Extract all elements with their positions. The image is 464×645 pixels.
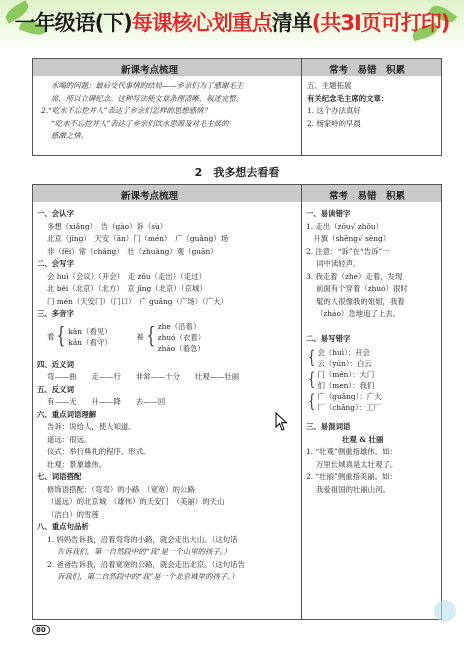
main-left-content: 一、会认字 多想（xiǎng） 告（gào）诉（sù） 北京（jīng） 天安（ān）门（mén） 广（guǎng）场 非（fēi）常（cháng） 壮（zhuàng）观（guān） 二、会写字 会 huì（会议）（开会） 走 zǒu（走出）（走过） 北 běi（北京）（北方） 京 jīng（北京）（京城） 门 mén（天安门）（门口） 广 guǎng（广场）（广大） 三、多音字 看 { kàn（看见） kān（看守） 着 { zhe（沿着） zhuó（衣着） zháo（着急） 四、近义词 弯——曲 走——行 非常——十分 壮观——壮丽 五、反义词 有——无 升——降 去——回 六、重点词语理解 告诉：说给人，使人知道。 遥远：很远。 仪式：举行典礼的程序、形式。 壮观：景象雄伟。 七、词语搭配 修饰语搭配：（弯弯）的小路 （宽宽）的公路 （遥远）的北京城 （雄伟）的天安门 （美丽）的天山 （洁白）的雪莲 八、重点句品析 1. 妈妈告诉我，沿着弯弯的小路，就会走出大山。（这句话 告诉我们，第一自然段中的“我”是一个山里的孩子。） 2. 爸爸告诉我，沿着宽宽的公路，就会走出北京。（这句话告 诉我们，第二自然段中的“我”是一个北京城里的孩子。） — [37, 208, 299, 584]
main-right-content: 一、易读错字 1. 走出（zǒu√ zhǒu） 升旗（shēng√ sēng） 2. 注意：“诉”在“告诉”一 词中读轻声。 3. 我走着（zhe）走着，发现 前面有个穿着（zhuó）很时 髦的人很像我的姐姐，我着 （zháo）急地追了上去。 二、易写错字 { 会（huì）：开会 云（yún）：白云 { 门（mén）：大门 们（men）：我们 { 广（guǎng）：广大 厂（chǎng）：工厂 三、易混词语 壮观 & 壮丽 1. “壮观”侧重指雄伟。如： 万里长城真是太壮观了。 2. “壮丽”侧重指美丽。如： 我爱祖国的壮丽山河。 — [306, 208, 440, 496]
char-pair-group: { 会（huì）：开会 云（yún）：白云 { 门（mén）：大门 们（men）：我们 { 广（guǎng）：广大 厂（chǎng）：工厂 — [308, 347, 382, 412]
page-banner — [0, 0, 464, 50]
banner-title: 一年级语(下)每课核心划重点清单(共3I页可打印) — [14, 11, 450, 35]
page-number: 80 — [32, 625, 50, 635]
top-summary-box — [32, 58, 442, 156]
table-header: 新课考点梳理 常考 易错 积累 — [33, 185, 441, 202]
top-left-content: 水喝的问题；最后交代事情的结局——乡亲们为了感谢毛主 席，所以立碑纪念。这种写法使文章条理清晰，叙述完整。 2.“吃水不忘挖井人”表达了乡亲们怎样的思想感情？ “吃水不忘挖井人”表达了乡亲们饮水思源及对毛主席的 感激之情。 — [41, 81, 244, 140]
main-summary-box — [32, 184, 442, 620]
lesson-title: 2 我多想去看看 — [194, 166, 280, 179]
watermark-icon — [434, 600, 456, 622]
table-header: 新课考点梳理 常考 易错 积累 — [33, 59, 441, 76]
top-right-content: 五、主题拓展 有关纪念毛主席的文章： 1. 这个办法真好 2. 杨家岭的早晨 — [307, 81, 389, 128]
mouse-cursor-icon — [275, 412, 289, 432]
polyphone-group: 看 { kàn（看见） kān（看守） 着 { zhe（沿着） zhuó（衣着） zháo（着急） — [47, 321, 206, 353]
